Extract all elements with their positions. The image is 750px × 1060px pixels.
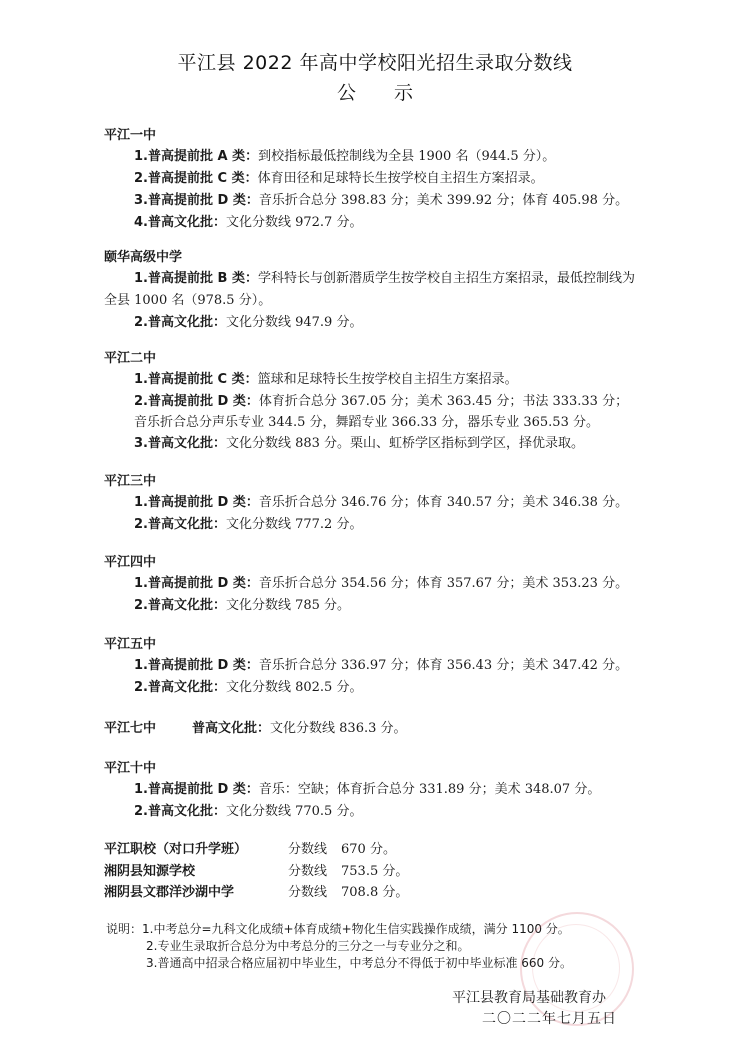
line-text: 音乐折合总分 346.76 分；体育 340.57 分；美术 346.38 分。	[258, 495, 629, 510]
issuing-organization: 平江县教育局基础教育办	[452, 990, 606, 1006]
score-line	[134, 390, 628, 409]
issue-date: 二〇二二年七月五日	[482, 1011, 617, 1027]
score-label: 分数线	[288, 864, 328, 879]
school-name: 平江七中	[104, 721, 157, 736]
score-line	[134, 432, 584, 451]
line-text: 文化分数线 883 分。栗山、虹桥学区指标到学区，择优录取。	[225, 436, 585, 451]
school-name: 颐华高级中学	[104, 250, 183, 265]
line-text: 音乐：空缺；体育折合总分 331.89 分；美术 348.07 分。	[258, 782, 601, 797]
line-text: 音乐折合总分声乐专业 344.5 分，舞蹈专业 366.33 分，器乐专业 365.53 分。	[134, 415, 599, 430]
page-title: 平江县 2022 年高中学校阳光招生录取分数线	[177, 52, 573, 74]
score-label: 分数线	[288, 885, 328, 900]
line-label: 2.普高文化批：	[134, 804, 226, 819]
line-label: 1.普高提前批 D 类：	[134, 495, 259, 510]
line-text: 文化分数线 770.5 分。	[225, 804, 363, 819]
score-line	[134, 211, 362, 230]
score-label: 分数线	[288, 842, 328, 857]
other-school-name: 湘阴县知源学校	[104, 864, 196, 879]
line-text: 学科特长与创新潜质学生按学校自主招生方案招录，最低控制线为	[257, 271, 635, 286]
score-line-continued	[134, 411, 599, 430]
other-school-score	[288, 838, 396, 857]
line-text: 音乐折合总分 336.97 分；体育 356.43 分；美术 347.42 分。	[258, 658, 629, 673]
score-line	[134, 145, 555, 164]
other-school-score	[288, 881, 408, 900]
score-value: 670 分。	[341, 842, 396, 857]
score-line	[134, 800, 362, 819]
score-line	[134, 572, 628, 591]
line-label: 1.普高提前批 C 类：	[134, 372, 258, 387]
line-label: 1.普高提前批 D 类：	[134, 658, 259, 673]
other-school-name: 湘阴县文郡洋沙湖中学	[104, 885, 235, 900]
line-label: 1.普高提前批 A 类：	[134, 149, 259, 164]
line-text: 文化分数线 836.3 分。	[270, 721, 407, 736]
score-line	[134, 311, 362, 330]
score-line	[134, 491, 628, 510]
note-item: 3.普通高中招录合格应届初中毕业生，中考总分不得低于初中毕业标准 660 分。	[146, 956, 572, 970]
line-label: 2.普高文化批：	[134, 517, 226, 532]
line-label: 3.普高文化批：	[134, 436, 226, 451]
line-text: 音乐折合总分 354.56 分；体育 357.67 分；美术 353.23 分。	[258, 576, 629, 591]
line-text: 到校指标最低控制线为全县 1900 名（944.5 分）。	[258, 149, 556, 164]
school-name: 平江二中	[104, 351, 157, 366]
school-name: 平江五中	[104, 637, 157, 652]
notes-line	[106, 920, 570, 937]
line-label: 1.普高提前批 D 类：	[134, 576, 259, 591]
line-text: 文化分数线 947.9 分。	[225, 315, 363, 330]
line-label: 4.普高文化批：	[134, 215, 226, 230]
line-text: 篮球和足球特长生按学校自主招生方案招录。	[257, 372, 518, 387]
score-line	[134, 368, 518, 387]
school-name: 平江十中	[104, 761, 157, 776]
line-label: 1.普高提前批 B 类：	[134, 271, 258, 286]
score-line	[134, 513, 362, 532]
line-text: 文化分数线 972.7 分。	[225, 215, 363, 230]
other-school-name: 平江职校（对口升学班）	[104, 842, 248, 857]
line-text: 音乐折合总分 398.83 分；美术 399.92 分；体育 405.98 分。	[258, 193, 629, 208]
line-label: 3.普高提前批 D 类：	[134, 193, 259, 208]
score-line	[134, 267, 635, 286]
score-line	[192, 717, 407, 736]
line-label: 2.普高文化批：	[134, 315, 226, 330]
line-label: 2.普高文化批：	[134, 598, 226, 613]
score-line	[134, 189, 628, 208]
score-line	[134, 778, 600, 797]
line-label: 普高文化批：	[192, 721, 271, 736]
line-text: 文化分数线 785 分。	[225, 598, 351, 613]
other-school-score	[288, 860, 408, 879]
score-line	[134, 676, 362, 695]
page-subtitle: 公示	[336, 82, 451, 104]
line-text: 体育田径和足球特长生按学校自主招生方案招录。	[257, 171, 544, 186]
notes-prefix: 说明：	[106, 922, 143, 936]
school-name: 平江三中	[104, 474, 157, 489]
score-line	[134, 654, 628, 673]
note-item: 2.专业生录取折合总分为中考总分的三分之一与专业分之和。	[146, 939, 470, 953]
school-name: 平江四中	[104, 555, 157, 570]
line-label: 1.普高提前批 D 类：	[134, 782, 259, 797]
line-text: 文化分数线 802.5 分。	[225, 680, 363, 695]
line-label: 2.普高提前批 C 类：	[134, 171, 258, 186]
score-line-continued	[104, 289, 271, 308]
note-item: 1.中考总分=九科文化成绩+体育成绩+物化生信实践操作成绩，满分 1100 分。	[142, 922, 570, 936]
score-value: 753.5 分。	[341, 864, 409, 879]
line-text: 全县 1000 名（978.5 分）。	[104, 293, 272, 308]
school-name: 平江一中	[104, 128, 157, 143]
line-label: 2.普高提前批 D 类：	[134, 394, 259, 409]
score-line	[134, 167, 544, 186]
line-label: 2.普高文化批：	[134, 680, 226, 695]
score-value: 708.8 分。	[341, 885, 409, 900]
score-line	[134, 594, 350, 613]
line-text: 文化分数线 777.2 分。	[225, 517, 363, 532]
line-text: 体育折合总分 367.05 分；美术 363.45 分；书法 333.33 分；	[258, 394, 629, 409]
